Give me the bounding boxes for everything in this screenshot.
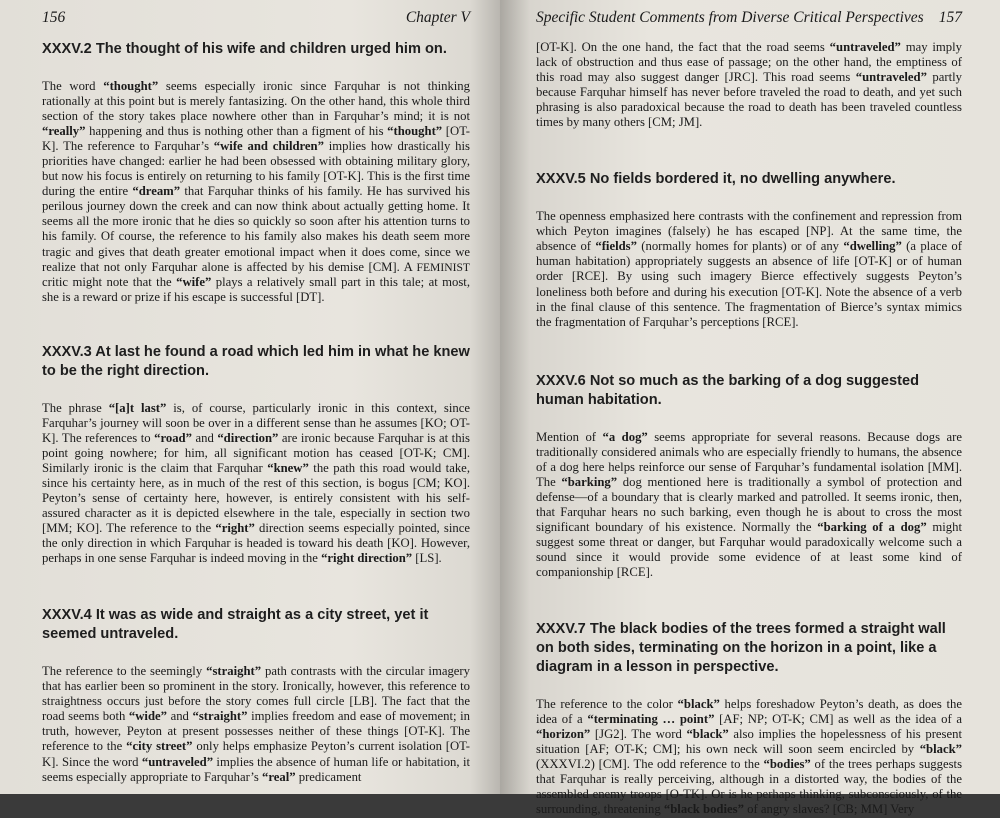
right-page-number: 157 — [938, 9, 962, 26]
section-text-xxxv-7: The reference to the color “black” helps foreshadow Peyton’s death, as does the idea of a “terminating … point” [AF; NP; OT-K; CM] as well as the idea of a “horizon” [JG2]. The word “black” also implies the hopelessness of his present situation [AF; OT-K; CM]; his own neck will soon seem encircled by “black” (XXXVI.2) [CM]. The odd reference to the “bodies” of the trees perhaps suggests that Farquhar is really perceiving, although in a distorted way, the bodies of the assembled enemy troops [O-TK]. Or is he perhaps thinking, subconsciously, of the surrounding, threatening “black bodies” of angry slaves? [CB; MM] Very — [536, 697, 963, 817]
left-running-head — [42, 0, 470, 34]
right-chapter-title: Specific Student Comments from Diverse Critical Perspectives — [536, 9, 924, 26]
section-heading-xxxv-3: XXXV.3 At last he found a road which led him in what he knew to be the right direction. — [42, 343, 470, 379]
section-heading-xxxv-4: XXXV.4 It was as wide and straight as a city street, yet it seemed untraveled. — [42, 607, 429, 643]
section-text-xxxv-3: The phrase “[a]t last” is, of course, particularly ironic in this context, since Farquhar’s journey will soon be over in a different sense than he assumes [KO; OT-K]. The references to “road” and “direction” are ironic because Farquhar is at this point going nowhere; for him, all significant motion has ceased [OT-K; CM]. Similarly ironic is the claim that Farquhar “knew” the path this road would take, since his certainty here, as in much of the rest of this section, is bogus [CM; KO]. Peyton’s sense of certainty here, however, is entirely consistent with his self-assured character as it is depicted elsewhere in the tale, especially in section two [MM; KO]. The reference to the “right” direction seems especially pointed, since the only direction in which Farquhar is headed is toward his death [KO]. However, perhaps in one sense Farquhar is indeed moving in the “right direction” [LS]. — [42, 400, 471, 566]
section-heading-xxxv-2: XXXV.2 The thought of his wife and children urged him on. — [42, 41, 447, 57]
section-heading-xxxv-7: XXXV.7 The black bodies of the trees formed a straight wall on both sides, terminating on the horizon in a point, like a diagram in a lesson in perspective. — [536, 621, 946, 676]
right-running-head — [536, 0, 962, 34]
section-text-xxxv-2: The word “thought” seems especially ironic since Farquhar is not thinking rationally at this point but is merely fantasizing. On the other hand, this whole third section of the story takes place nowhere other than in Farquhar’s mind; it is not “really” happening and thus is nothing other than a figment of his “thought” [OT-K]. The reference to Farquhar’s “wife and children” implies how drastically his priorities have changed: earlier he had been obsessed with obtaining military glory, but now his focus is entirely on returning to his family [OT-K]. This is the first time during the entire “dream” that Farquhar thinks of his family. He has survived his perilous journey down the creek and can now think about actually getting home. It seems all the more ironic that he dies so quickly so soon after his attention turns to his family. Of course, the reference to his family also makes his death seem more tragic and gives that death greater emotional impact when it does come, since we realize that not only Farquhar alone is affected by his demise [CM]. A FEMINIST critic might note that the “wife” plays a relatively small part in this tale; at most, she is a reward or prize if his escape is successful [DT]. — [42, 79, 470, 304]
left-page — [0, 0, 500, 794]
left-chapter-title: Chapter V — [405, 9, 470, 26]
left-page-number: 156 — [42, 9, 66, 26]
section-text-xxxv-5: The openness emphasized here contrasts with the confinement and repression from which Peyton imagines (falsely) he has escaped [NP]. At the same time, the absence of “fields” (normally homes for plants) or of any “dwelling” (a place of human habitation) appropriately suggests an absence of life [OT-K] or of human order [RCE]. By using such imagery Bierce effectively suggests Peyton’s loneliness both before and during his execution [OT-K]. Note the absence of a verb in the final clause of this sentence. The fragmentation of Bierce’s syntax mimics the fragmentation of Farquhar’s perceptions [RCE]. — [536, 209, 962, 329]
continuation-text: [OT-K]. On the one hand, the fact that the road seems “untraveled” may imply lack of obstruction and thus ease of passage; on the other hand, the emptiness of this road may also suggest danger [JRC]. This road seems “untraveled” partly because Farquhar himself has never before traveled the road to death, and yet such phrasing is also paradoxical because the road to death has been traveled countless times by many others [CM; JM]. — [536, 40, 962, 130]
section-heading-xxxv-5: XXXV.5 No fields bordered it, no dwelling anywhere. — [536, 171, 896, 188]
right-page — [500, 0, 1000, 817]
section-text-xxxv-6: Mention of “a dog” seems appropriate for several reasons. Because dogs are traditionally considered animals who are especially friendly to humans, the absence of a dog here helps reinforce our sense of Farquhar’s fundamental isolation [MM]. The “barking” dog mentioned here is traditionally a symbol of protection and defense—of a boundary that is clearly marked and patrolled. It seems ironic, then, that Farquhar hears no such barking, even though he is about to cross the most significant boundary of his existence. Normally the “barking of a dog” might suggest some threat or danger, but Farquhar would paradoxically welcome such a sound since it would provide some evidence of at least some kind of companionship [RCE]. — [536, 429, 962, 580]
section-text-xxxv-4: The reference to the seemingly “straight” path contrasts with the circular imagery that has earlier been so prominent in the story. Ironically, however, this reference to straightness occurs just before the story comes full circle [LB]. The fact that the road seems both “wide” and “straight” implies freedom and ease of movement; in truth, however, Peyton at present possesses neither of these things [OT-K]. The reference to the “city street” only helps emphasize Peyton’s current isolation [OT-K]. Since the word “untraveled” implies the absence of human life or habitation, it seems especially appropriate to Farquhar’s “real” predicament — [42, 664, 471, 784]
section-heading-xxxv-6: XXXV.6 Not so much as the barking of a dog suggested human habitation. — [536, 372, 920, 408]
